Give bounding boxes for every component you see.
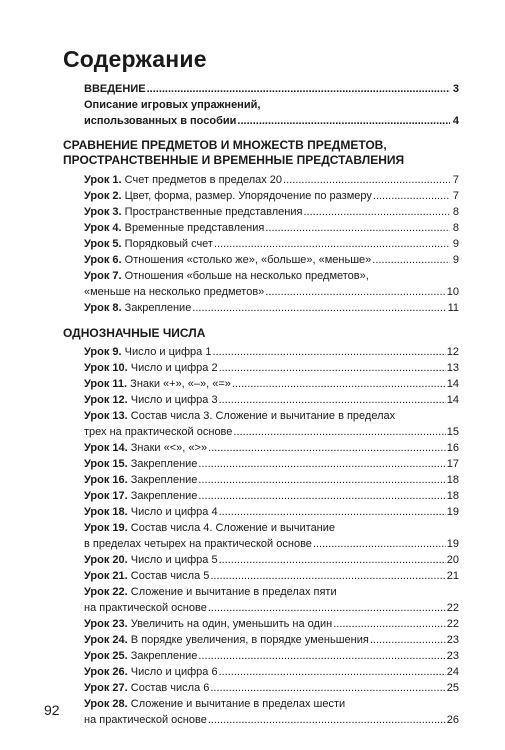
- dot-leader: [198, 488, 445, 504]
- toc-entry-line: [84, 97, 459, 113]
- section-heading-2: [63, 326, 459, 341]
- entry-title: Увеличить на один, уменьшить на один: [130, 618, 333, 630]
- toc-entry: [84, 648, 459, 664]
- entry-title: трех на практической основе: [84, 426, 233, 438]
- dot-leader: [192, 300, 446, 316]
- entry-title: Счет предметов в пределах 20: [124, 174, 283, 186]
- lesson-number: Урок 3.: [84, 206, 122, 218]
- section-heading-line: СРАВНЕНИЕ ПРЕДМЕТОВ И МНОЖЕСТВ ПРЕДМЕТОВ,: [63, 138, 387, 152]
- toc-intro: [63, 81, 459, 129]
- dot-leader: [333, 616, 446, 632]
- lesson-number: Урок 23.: [84, 618, 128, 630]
- entry-title: Закрепление: [130, 490, 198, 502]
- dot-leader: [208, 712, 446, 728]
- entry-page-number: 8: [452, 206, 459, 218]
- entry-title: Отношения «столько же», «больше», «меньше»: [124, 254, 372, 266]
- dot-leader: [233, 424, 445, 440]
- dot-leader: [372, 252, 450, 268]
- dot-leader: [219, 360, 446, 376]
- toc-entry-line: [84, 188, 459, 204]
- entry-page-number: 9: [452, 254, 459, 266]
- toc-entry-line: [84, 392, 459, 408]
- dot-leader: [208, 600, 446, 616]
- entry-page-number: 3: [452, 83, 459, 95]
- lesson-number: Урок 9.: [84, 346, 122, 358]
- entry-title: Порядковый счет: [124, 238, 213, 250]
- toc-entry: [84, 376, 459, 392]
- table-of-contents: [63, 81, 459, 728]
- toc-entry-line: [84, 300, 459, 316]
- toc-entry-line: [84, 236, 459, 252]
- entry-page-number: 22: [446, 602, 459, 614]
- entry-page-number: 11: [447, 302, 459, 314]
- entry-page-number: 16: [446, 442, 459, 454]
- toc-entry-line: [84, 696, 459, 712]
- toc-entry: [84, 664, 459, 680]
- lesson-number: Урок 25.: [84, 650, 128, 662]
- dot-leader: [198, 472, 445, 488]
- toc-entry: [84, 616, 459, 632]
- lesson-number: Урок 17.: [84, 490, 128, 502]
- toc-entry: [84, 680, 459, 696]
- entry-page-number: 13: [446, 362, 459, 374]
- lesson-number: Урок 28.: [84, 698, 128, 710]
- dot-leader: [237, 113, 450, 129]
- entry-title: в пределах четырех на практической основе: [84, 538, 312, 550]
- page-title: Содержание: [63, 46, 207, 72]
- toc-entry: [84, 392, 459, 408]
- dot-leader: [370, 632, 446, 648]
- toc-section-1: [63, 172, 459, 316]
- dot-leader: [265, 284, 445, 300]
- toc-entry-line: [84, 648, 459, 664]
- toc-entry: [84, 472, 459, 488]
- section-heading-1: [63, 138, 459, 168]
- toc-entry-line: [84, 344, 459, 360]
- entry-page-number: 26: [446, 714, 459, 726]
- toc-entry: [84, 520, 459, 552]
- entry-title: Состав числа 3. Сложение и вычитание в пределах: [130, 410, 396, 422]
- toc-entry: [84, 696, 459, 728]
- entry-title: Закрепление: [130, 474, 198, 486]
- dot-leader: [373, 188, 450, 204]
- entry-page-number: 20: [446, 554, 459, 566]
- entry-title: Описание игровых упражнений,: [84, 99, 261, 111]
- dot-leader: [208, 440, 446, 456]
- lesson-number: Урок 7.: [84, 270, 122, 282]
- toc-entry: [84, 188, 459, 204]
- toc-entry-line: [84, 252, 459, 268]
- entry-page-number: 25: [446, 682, 459, 694]
- entry-page-number: 15: [446, 426, 459, 438]
- entry-page-number: 7: [452, 174, 459, 186]
- entry-title: Число и цифра 6: [130, 666, 218, 678]
- toc-entry-line: [84, 712, 459, 728]
- lesson-number: Урок 11.: [84, 378, 128, 390]
- toc-entry: [84, 552, 459, 568]
- entry-title: Пространственные представления: [124, 206, 303, 218]
- entry-title: на практической основе: [84, 602, 207, 614]
- entry-title: Сложение и вычитание в пределах шести: [130, 698, 346, 710]
- dot-leader: [210, 568, 445, 584]
- lesson-number: Урок 5.: [84, 238, 122, 250]
- dot-leader: [219, 504, 446, 520]
- toc-entry: [84, 97, 459, 129]
- toc-entry-line: [84, 81, 459, 97]
- toc-entry-line: [84, 172, 459, 188]
- toc-entry-line: [84, 600, 459, 616]
- entry-title: Число и цифра 4: [130, 506, 218, 518]
- toc-entry-line: [84, 440, 459, 456]
- entry-page-number: 7: [452, 190, 459, 202]
- toc-entry: [84, 220, 459, 236]
- section-heading-line: ПРОСТРАНСТВЕННЫЕ И ВРЕМЕННЫЕ ПРЕДСТАВЛЕНИЯ: [63, 153, 405, 167]
- entry-page-number: 14: [446, 378, 459, 390]
- dot-leader: [232, 376, 446, 392]
- lesson-number: Урок 14.: [84, 442, 128, 454]
- toc-entry-line: [84, 220, 459, 236]
- toc-entry: [84, 568, 459, 584]
- dot-leader: [198, 456, 445, 472]
- entry-title: ВВЕДЕНИЕ: [84, 83, 146, 95]
- entry-page-number: 19: [446, 506, 459, 518]
- entry-page-number: 18: [446, 474, 459, 486]
- toc-entry: [84, 632, 459, 648]
- lesson-number: Урок 21.: [84, 570, 128, 582]
- toc-entry-line: [84, 472, 459, 488]
- toc-entry-line: [84, 632, 459, 648]
- dot-leader: [219, 552, 446, 568]
- toc-entry: [84, 456, 459, 472]
- lesson-number: Урок 22.: [84, 586, 128, 598]
- entry-title: Отношения «больше на несколько предметов»,: [124, 270, 369, 282]
- dot-leader: [313, 536, 446, 552]
- entry-title: Число и цифра 2: [130, 362, 218, 374]
- dot-leader: [303, 204, 450, 220]
- lesson-number: Урок 1.: [84, 174, 122, 186]
- toc-entry-line: [84, 360, 459, 376]
- entry-title: Закрепление: [124, 302, 192, 314]
- toc-entry: [84, 360, 459, 376]
- page-number: 92: [44, 702, 60, 718]
- entry-title: Число и цифра 3: [130, 394, 218, 406]
- dot-leader: [210, 680, 445, 696]
- entry-page-number: 24: [446, 666, 459, 678]
- lesson-number: Урок 12.: [84, 394, 128, 406]
- toc-entry: [84, 504, 459, 520]
- toc-entry: [84, 300, 459, 316]
- toc-entry-line: [84, 113, 459, 129]
- entry-title: «меньше на несколько предметов»: [84, 286, 265, 298]
- entry-page-number: 9: [452, 238, 459, 250]
- entry-page-number: 14: [446, 394, 459, 406]
- toc-entry-line: [84, 536, 459, 552]
- entry-page-number: 12: [446, 346, 459, 358]
- toc-entry: [84, 252, 459, 268]
- lesson-number: Урок 19.: [84, 522, 128, 534]
- lesson-number: Урок 10.: [84, 362, 128, 374]
- lesson-number: Урок 13.: [84, 410, 128, 422]
- lesson-number: Урок 15.: [84, 458, 128, 470]
- entry-page-number: 21: [446, 570, 459, 582]
- entry-page-number: 19: [446, 538, 459, 550]
- entry-page-number: 22: [446, 618, 459, 630]
- toc-entry-line: [84, 664, 459, 680]
- dot-leader: [198, 648, 445, 664]
- entry-title: Временные представления: [124, 222, 265, 234]
- entry-title: на практической основе: [84, 714, 207, 726]
- lesson-number: Урок 24.: [84, 634, 128, 646]
- entry-title: Знаки «+», «–», «=»: [130, 378, 231, 390]
- toc-entry-line: [84, 204, 459, 220]
- toc-entry: [84, 440, 459, 456]
- entry-title: Состав числа 6: [130, 682, 210, 694]
- toc-entry-line: [84, 568, 459, 584]
- dot-leader: [147, 81, 450, 97]
- toc-entry: [84, 236, 459, 252]
- toc-entry: [84, 81, 459, 97]
- dot-leader: [219, 392, 446, 408]
- dot-leader: [219, 664, 446, 680]
- toc-entry-line: [84, 504, 459, 520]
- toc-entry-line: [84, 680, 459, 696]
- lesson-number: Урок 8.: [84, 302, 122, 314]
- entry-page-number: 23: [446, 634, 459, 646]
- toc-entry-line: [84, 376, 459, 392]
- toc-entry-line: [84, 424, 459, 440]
- toc-entry-line: [84, 268, 459, 284]
- toc-entry: [84, 488, 459, 504]
- toc-entry-line: [84, 488, 459, 504]
- entry-page-number: 17: [446, 458, 459, 470]
- toc-entry: [84, 344, 459, 360]
- dot-leader: [265, 220, 450, 236]
- lesson-number: Урок 16.: [84, 474, 128, 486]
- toc-entry: [84, 408, 459, 440]
- toc-entry-line: [84, 284, 459, 300]
- entry-page-number: 23: [446, 650, 459, 662]
- toc-entry: [84, 172, 459, 188]
- dot-leader: [212, 344, 445, 360]
- dot-leader: [214, 236, 450, 252]
- toc-section-2: [63, 344, 459, 728]
- entry-page-number: 4: [452, 115, 459, 127]
- section-heading-line: ОДНОЗНАЧНЫЕ ЧИСЛА: [63, 326, 206, 340]
- entry-title: Цвет, форма, размер. Упорядочение по размеру: [124, 190, 372, 202]
- lesson-number: Урок 6.: [84, 254, 122, 266]
- toc-entry-line: [84, 408, 459, 424]
- dot-leader: [283, 172, 450, 188]
- entry-page-number: 8: [452, 222, 459, 234]
- lesson-number: Урок 2.: [84, 190, 122, 202]
- entry-title: Закрепление: [130, 458, 198, 470]
- entry-page-number: 18: [446, 490, 459, 502]
- lesson-number: Урок 20.: [84, 554, 128, 566]
- entry-title: Состав числа 4. Сложение и вычитание: [130, 522, 336, 534]
- lesson-number: Урок 4.: [84, 222, 122, 234]
- entry-title: В порядке увеличения, в порядке уменьшения: [130, 634, 369, 646]
- toc-entry-line: [84, 616, 459, 632]
- lesson-number: Урок 27.: [84, 682, 128, 694]
- entry-title: Закрепление: [130, 650, 198, 662]
- toc-entry-line: [84, 584, 459, 600]
- entry-title: Число и цифра 5: [130, 554, 218, 566]
- entry-title: Сложение и вычитание в пределах пяти: [130, 586, 337, 598]
- toc-entry: [84, 204, 459, 220]
- entry-title: использованных в пособии: [84, 115, 237, 127]
- toc-entry: [84, 268, 459, 300]
- toc-entry: [84, 584, 459, 616]
- entry-title: Число и цифра 1: [124, 346, 212, 358]
- toc-entry-line: [84, 520, 459, 536]
- toc-entry-line: [84, 552, 459, 568]
- entry-page-number: 10: [446, 286, 459, 298]
- entry-title: Знаки «<», «>»: [130, 442, 208, 454]
- toc-entry-line: [84, 456, 459, 472]
- entry-title: Состав числа 5: [130, 570, 210, 582]
- lesson-number: Урок 18.: [84, 506, 128, 518]
- lesson-number: Урок 26.: [84, 666, 128, 678]
